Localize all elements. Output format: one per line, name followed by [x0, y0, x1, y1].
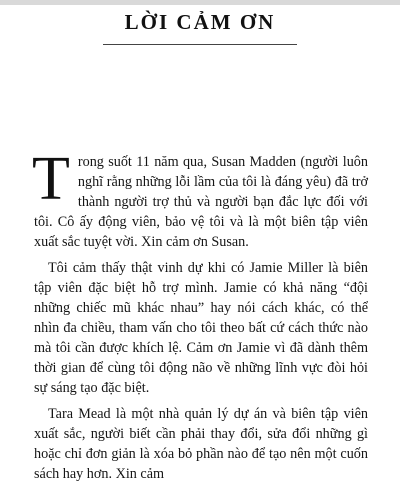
page-top-edge	[0, 0, 400, 5]
drop-cap: T	[32, 145, 70, 213]
title-divider	[103, 44, 297, 45]
paragraph-1	[32, 145, 368, 252]
paragraph-3: Tara Mead là một nhà quản lý dự án và biên tập viên xuất sắc, người biết cần phải thay đổi, sửa đổi những gì hoặc chỉ đơn giản là xóa bỏ phần nào để tạo nên một cuốn sách hay hơn. Xin cảm	[34, 406, 368, 482]
paragraph-1-text: rong suốt 11 năm qua, Susan Madden (người luôn nghĩ rằng những lỗi lầm của tôi là đáng yêu) đã trở thành người trợ thủ và người bạn đắc lực đối với tôi. Cô ấy động viên, bảo vệ tôi và là một biên tập viên xuất sắc tuyệt vời. Xin cảm ơn Susan.	[34, 154, 368, 250]
paragraph-2: Tôi cảm thấy thật vinh dự khi có Jamie Miller là biên tập viên đặc biệt hỗ trợ mình. Jamie có khả năng “đội những chiếc mũ khác nhau” hay nói cách khác, có thể nhìn đa chiều, tham vấn cho tôi theo bất cứ cách thức nào mà tôi cần được khích lệ. Cảm ơn Jamie vì đã dành thêm thời gian để cùng tôi động não về những lĩnh vực đòi hỏi sự sáng tạo đặc biệt.	[34, 260, 368, 396]
page-title: LỜI CẢM ƠN	[124, 10, 276, 34]
acknowledgements-body	[32, 145, 368, 484]
